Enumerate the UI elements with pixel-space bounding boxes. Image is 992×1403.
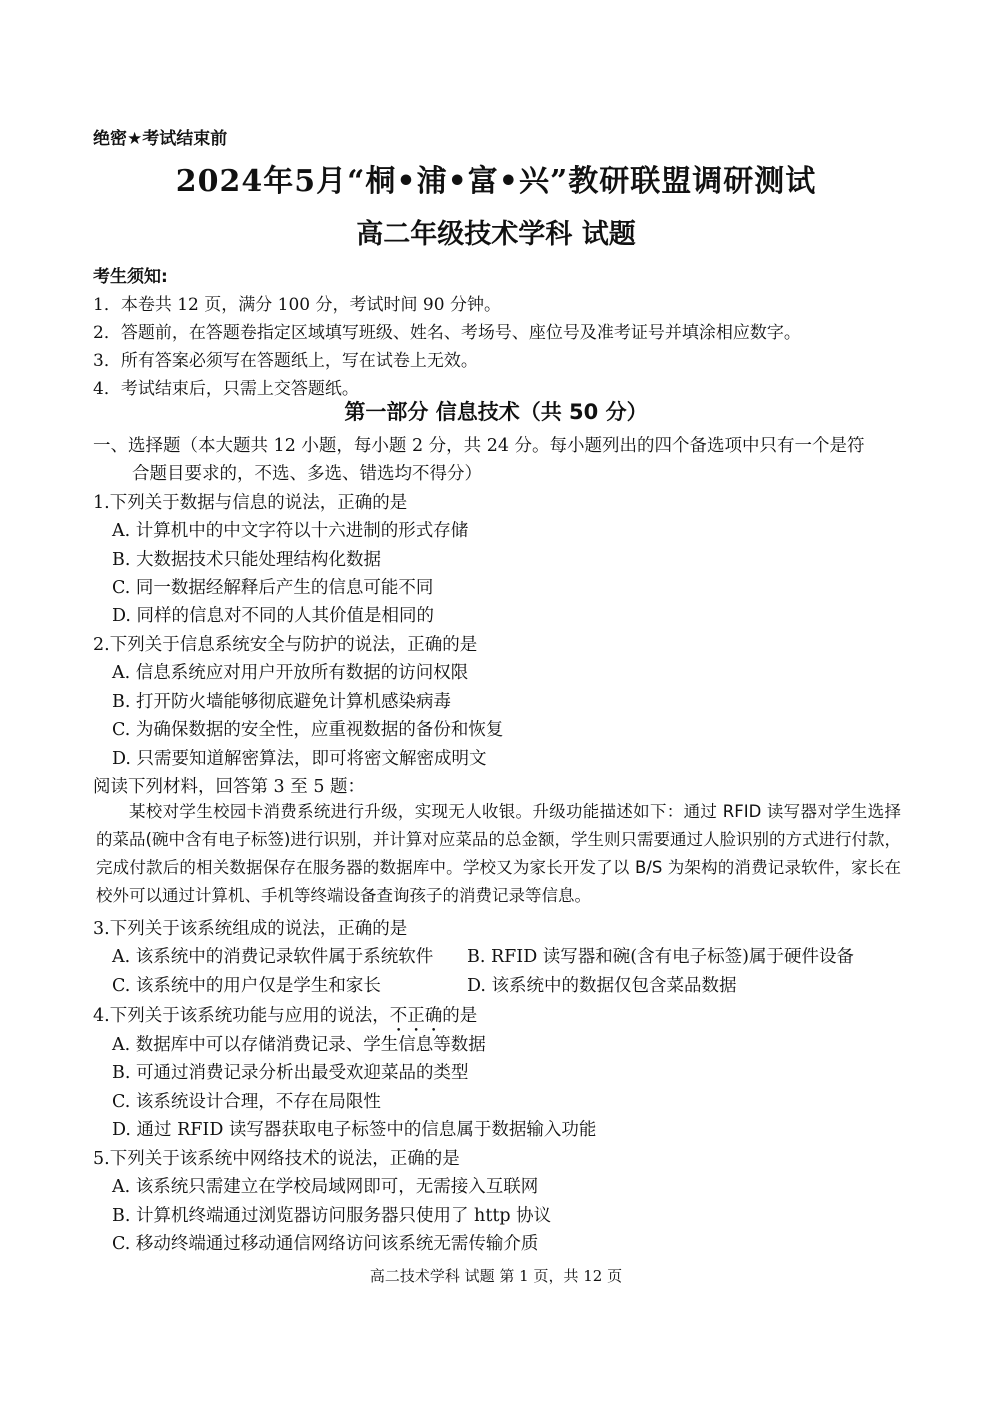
material-text: 某校对学生校园卡消费系统进行升级，实现无人收银。升级功能描述如下：通过 RFID 读写器对学生选择的菜品(碗中含有电子标签)进行识别，并计算对应菜品的总金额，学生则只需要通过人脸识别的方式进行付款，完成付款后的相关数据保存在服务器的数据库中。学校又为家长开发了以 B/S 为架构的消费记录软件，家长在校外可以通过计算机、手机等终端设备查询孩子的消费记录等信息。 xyxy=(96,802,901,905)
question-1-option-b: B. 大数据技术只能处理结构化数据 xyxy=(112,550,381,570)
section-intro-cont: 合题目要求的，不选、多选、错选均不得分） xyxy=(132,464,482,484)
material-paragraph xyxy=(96,798,901,910)
question-4-option-a: A. 数据库中可以存储消费记录、学生信息等数据 xyxy=(112,1035,486,1055)
section-title: 第一部分 信息技术（共 50 分） xyxy=(344,400,648,424)
question-3-option-c: C. 该系统中的用户仅是学生和家长 xyxy=(112,976,381,996)
question-3-stem: 3.下列关于该系统组成的说法，正确的是 xyxy=(93,919,408,939)
question-2-option-c: C. 为确保数据的安全性，应重视数据的备份和恢复 xyxy=(112,720,504,740)
question-4-option-d: D. 通过 RFID 读写器获取电子标签中的信息属于数据输入功能 xyxy=(112,1120,597,1140)
exam-title: 2024年5月“桐•浦•富•兴”教研联盟调研测试 xyxy=(175,164,817,199)
material-lead: 阅读下列材料，回答第 3 至 5 题： xyxy=(93,777,366,797)
note-item: 3．所有答案必须写在答题纸上，写在试卷上无效。 xyxy=(93,351,478,371)
question-2-option-d: D. 只需要知道解密算法，即可将密文解密成明文 xyxy=(112,749,487,769)
question-4-option-c: C. 该系统设计合理，不存在局限性 xyxy=(112,1092,381,1112)
question-3-option-a: A. 该系统中的消费记录软件属于系统软件 xyxy=(112,947,434,967)
question-2-option-a: A. 信息系统应对用户开放所有数据的访问权限 xyxy=(112,663,469,683)
question-1-option-a: A. 计算机中的中文字符以十六进制的形式存储 xyxy=(112,521,469,541)
note-item: 2．答题前，在答题卷指定区域填写班级、姓名、考场号、座位号及准考证号并填涂相应数字。 xyxy=(93,323,801,343)
note-item: 1．本卷共 12 页，满分 100 分，考试时间 90 分钟。 xyxy=(93,295,501,315)
question-4-stem-emphasis: 不正确 xyxy=(389,1006,443,1026)
question-3-option-d: D. 该系统中的数据仅包含菜品数据 xyxy=(467,976,737,996)
question-4-option-b: B. 可通过消费记录分析出最受欢迎菜品的类型 xyxy=(112,1063,469,1083)
question-2-stem: 2.下列关于信息系统安全与防护的说法，正确的是 xyxy=(93,635,478,655)
notes-heading: 考生须知: xyxy=(93,267,168,287)
confidential-label: 绝密★考试结束前 xyxy=(93,129,228,149)
question-1-stem: 1.下列关于数据与信息的说法，正确的是 xyxy=(93,493,408,513)
question-5-option-b: B. 计算机终端通过浏览器访问服务器只使用了 http 协议 xyxy=(112,1206,552,1226)
question-4-stem-pre: 4.下列关于该系统功能与应用的说法， xyxy=(93,1006,390,1026)
exam-subtitle: 高二年级技术学科 试题 xyxy=(356,219,636,250)
question-2-option-b: B. 打开防火墙能够彻底避免计算机感染病毒 xyxy=(112,692,451,712)
question-1-option-c: C. 同一数据经解释后产生的信息可能不同 xyxy=(112,578,434,598)
note-item: 4．考试结束后，只需上交答题纸。 xyxy=(93,379,359,399)
page-footer: 高二技术学科 试题 第 1 页，共 12 页 xyxy=(369,1267,623,1285)
question-5-option-c: C. 移动终端通过移动通信网络访问该系统无需传输介质 xyxy=(112,1234,539,1254)
question-3-option-b: B. RFID 读写器和碗(含有电子标签)属于硬件设备 xyxy=(467,947,854,967)
question-5-stem: 5.下列关于该系统中网络技术的说法，正确的是 xyxy=(93,1149,460,1169)
question-4-stem-post: 的是 xyxy=(442,1006,478,1026)
section-intro: 一、选择题（本大题共 12 小题，每小题 2 分，共 24 分。每小题列出的四个备选项中只有一个是符 xyxy=(93,436,865,456)
question-1-option-d: D. 同样的信息对不同的人其价值是相同的 xyxy=(112,606,435,626)
question-5-option-a: A. 该系统只需建立在学校局域网即可，无需接入互联网 xyxy=(112,1177,539,1197)
